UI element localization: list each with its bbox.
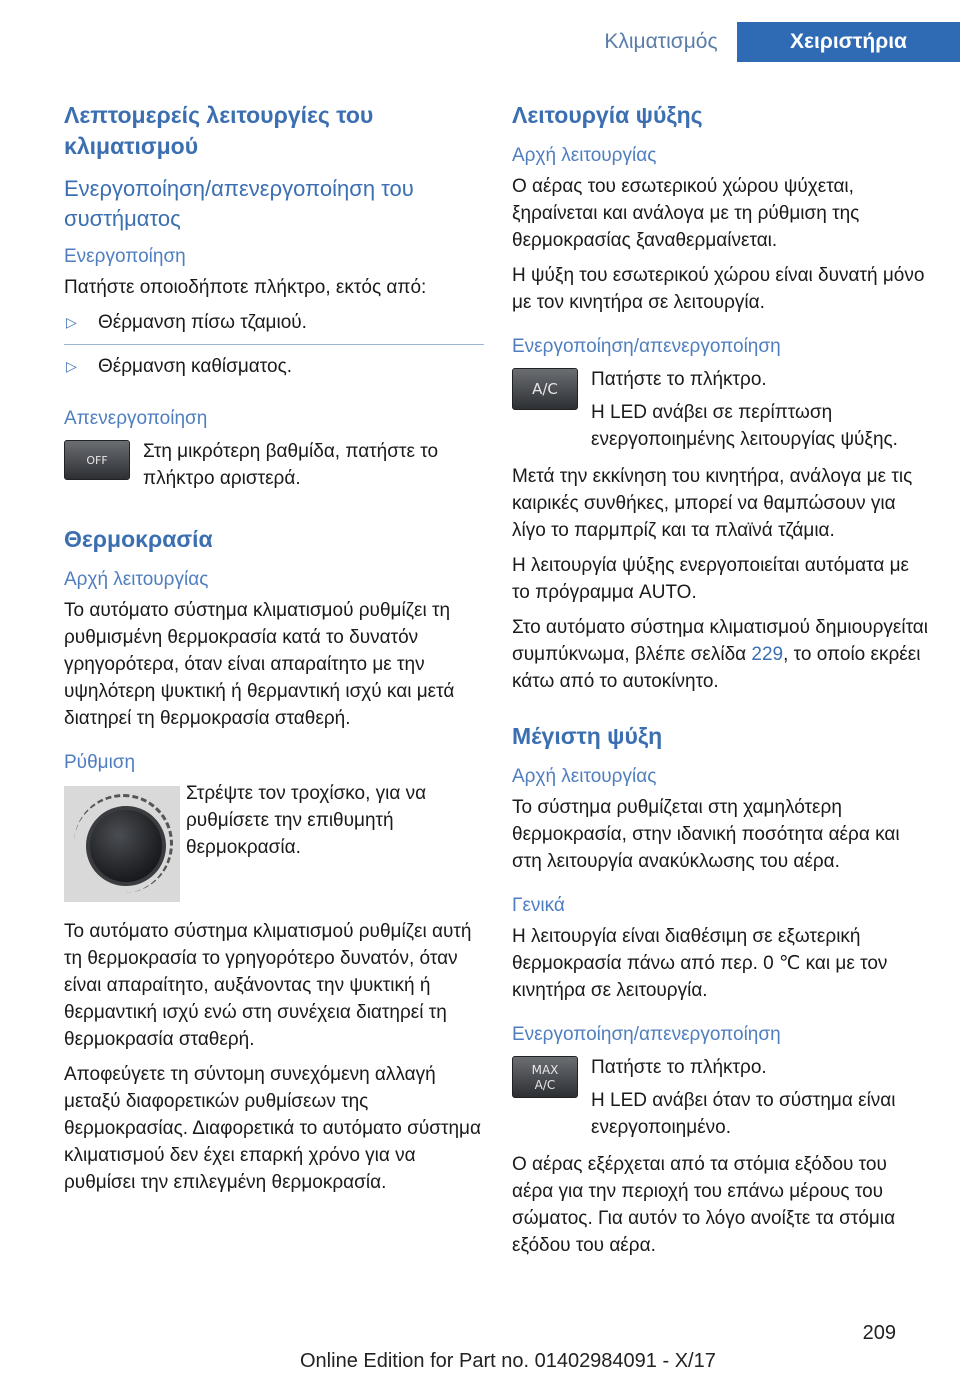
paragraph: Αποφεύγετε τη σύντομη συνεχόμενη αλλαγή μεταξύ διαφορετικών ρυθμίσεων της θερμοκρασίας. Διαφορετικά το αυτόματο σύστημα κλιματισμού δεν έχει επαρκή χρόνο για να ρυθμίσει την επιλεγμένη θερμοκρασία. [64, 1064, 481, 1193]
list-item: ▷ Θέρμανση καθίσματος. [64, 353, 484, 388]
subheading-general: Γενικά [512, 895, 565, 916]
page-number: 209 [862, 1322, 896, 1344]
section-title-temperature: Θερμοκρασία [64, 526, 213, 552]
off-button-row [64, 438, 484, 498]
paragraph: Η λειτουργία είναι διαθέσιμη σε εξωτερική θερμοκρασία πάνω από περ. 0 ℃ και με τον κινητήρα σε λειτουργία. [512, 926, 888, 1001]
subheading-principle: Αρχή λειτουργίας [512, 145, 657, 166]
section-title-onoff: Ενεργοποίηση/απενεργοποίηση του συστήματος [64, 176, 414, 231]
bullet-triangle-icon: ▷ [66, 314, 77, 330]
paragraph: Ο αέρας εξέρχεται από τα στόμια εξόδου του αέρα για την περιοχή του επάνω μέρους του σώματος. Για αυτόν το λόγο ανοίξτε τα στόμια εξόδου του αέρα. [512, 1154, 896, 1256]
paragraph: Ο αέρας του εσωτερικού χώρου ψύχεται, ξηραίνεται και ανάλογα με τη ρύθμιση της θερμοκρασίας ξαναθερμαίνεται. [512, 176, 860, 251]
subheading-activation: Ενεργοποίηση [64, 246, 186, 267]
temperature-knob-icon [64, 786, 180, 902]
fan-off-button-icon: OFF [64, 440, 130, 480]
paragraph: Πατήστε το πλήκτρο. [591, 1057, 767, 1078]
subheading-principle: Αρχή λειτουργίας [512, 766, 657, 787]
paragraph: Στο αυτόματο σύστημα κλιματισμού δημιουργείται συμπύκνωμα, βλέπε σελίδα 229, το οποίο εκρέει κάτω από το αυτοκίνητο. [512, 617, 929, 692]
ac-button-icon: A/C [512, 368, 578, 410]
bullet-triangle-icon: ▷ [66, 358, 77, 374]
paragraph: Το αυτόματο σύστημα κλιματισμού ρυθμίζει αυτή τη θερμοκρασία το γρηγορότερο δυνατόν, όταν είναι απαραίτητο, αυξάνοντας την ψυκτική ή θερμαντική ισχύ ενώ στη συνέχεια διατηρεί τη θερμοκρασία σταθερή. [64, 921, 472, 1050]
subheading-principle: Αρχή λειτουργίας [64, 569, 209, 590]
breadcrumb-controls[interactable]: Χειριστήρια [737, 22, 960, 62]
paragraph: Το αυτόματο σύστημα κλιματισμού ρυθμίζει τη ρυθμισμένη θερμοκρασία κατά το δυνατόν γρηγορότερα, όταν είναι απαραίτητο με την υψηλότερη ψυκτική ή θερμαντική ισχύ και μετά διατηρεί τη θερμοκρασία σταθερή. [64, 600, 455, 729]
section-title-max-cooling: Μέγιστη ψύξη [512, 723, 663, 749]
max-ac-button-row [512, 1054, 932, 1141]
max-ac-button-icon: MAX A/C [512, 1056, 578, 1098]
paragraph: Μετά την εκκίνηση του κινητήρα, ανάλογα με τις καιρικές συνθήκες, μπορεί να θαμπώσουν για λίγο το παρμπρίζ και τα πλαϊνά τζάμια. [512, 466, 913, 541]
knob-row [64, 780, 484, 906]
paragraph: Η LED ανάβει σε περίπτωση ενεργοποιημένης λειτουργίας ψύξης. [591, 402, 898, 450]
paragraph: Η LED ανάβει όταν το σύστημα είναι ενεργοποιημένο. [591, 1090, 896, 1138]
edition-note: Online Edition for Part no. 01402984091 - X/17 [300, 1350, 716, 1372]
paragraph: Στη μικρότερη βαθμίδα, πατήστε το πλήκτρο αριστερά. [143, 441, 439, 489]
right-column [512, 100, 932, 1267]
section-title-cooling: Λειτουργία ψύξης [512, 102, 703, 128]
list-item: ▷ Θέρμανση πίσω τζαμιού. [64, 309, 484, 345]
breadcrumb-climate[interactable]: Κλιματισμός [604, 30, 718, 53]
page-link[interactable]: 229 [751, 644, 784, 665]
ac-button-row [512, 366, 932, 453]
paragraph: Πατήστε οποιοδήποτε πλήκτρο, εκτός από: [64, 277, 427, 298]
paragraph: Η ψύξη του εσωτερικού χώρου είναι δυνατή μόνο με τον κινητήρα σε λειτουργία. [512, 265, 925, 313]
paragraph: Πατήστε το πλήκτρο. [591, 369, 767, 390]
subheading-deactivation: Απενεργοποίηση [64, 408, 208, 429]
header-bar [0, 22, 960, 62]
paragraph: Το σύστημα ρυθμίζεται στη χαμηλότερη θερμοκρασία, στην ιδανική ποσότητα αέρα και στη λειτουργία ανακύκλωσης του αέρα. [512, 797, 900, 872]
paragraph: Η λειτουργία ψύξης ενεργοποιείται αυτόματα με το πρόγραμμα AUTO. [512, 555, 910, 603]
subheading-adjust: Ρύθμιση [64, 752, 136, 773]
page-title: Λεπτομερείς λειτουργίες του κλιματισμού [64, 102, 374, 159]
left-column [64, 100, 484, 1204]
subheading-onoff: Ενεργοποίηση/απενεργοποίηση [512, 1024, 781, 1045]
paragraph: Στρέψτε τον τροχίσκο, για να ρυθμίσετε την επιθυμητή θερμοκρασία. [186, 783, 427, 858]
subheading-onoff: Ενεργοποίηση/απενεργοποίηση [512, 336, 781, 357]
